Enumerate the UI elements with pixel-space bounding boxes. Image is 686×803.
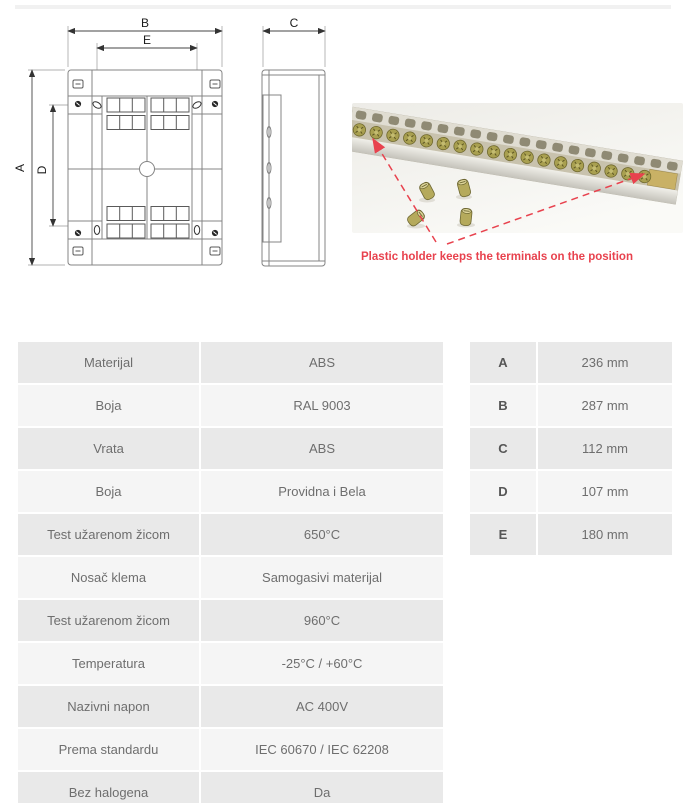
dim-label-a: A — [13, 163, 27, 173]
photo-caption: Plastic holder keeps the terminals on the position — [361, 249, 633, 263]
table-row — [18, 342, 443, 385]
spec-value: 960°C — [201, 600, 443, 643]
spec-label: Boja — [18, 471, 201, 514]
table-row — [18, 385, 443, 428]
dim-label-d: D — [35, 165, 49, 175]
spec-label: Test užarenom žicom — [18, 514, 201, 557]
spec-label: Boja — [18, 385, 201, 428]
dim-key: C — [470, 428, 538, 471]
terminal-strip-photo — [346, 103, 683, 263]
table-row — [18, 600, 443, 643]
spec-label: Temperatura — [18, 643, 201, 686]
spec-value: -25°C / +60°C — [201, 643, 443, 686]
spec-value: IEC 60670 / IEC 62208 — [201, 729, 443, 772]
dim-value: 180 mm — [538, 514, 672, 557]
dimensions-table — [470, 342, 672, 557]
table-row — [470, 471, 672, 514]
spec-value: Samogasivi materijal — [201, 557, 443, 600]
spec-label: Nosač klema — [18, 557, 201, 600]
spec-value: AC 400V — [201, 686, 443, 729]
spec-value: RAL 9003 — [201, 385, 443, 428]
knockout-mark — [210, 247, 220, 255]
dim-label-e: E — [142, 33, 152, 47]
dim-label-b: B — [140, 16, 150, 30]
screw-icon — [75, 230, 81, 236]
table-row — [18, 514, 443, 557]
table-row — [18, 729, 443, 772]
dim-value: 287 mm — [538, 385, 672, 428]
table-row — [18, 557, 443, 600]
spec-label: Nazivni napon — [18, 686, 201, 729]
table-row — [18, 686, 443, 729]
spec-value: Providna i Bela — [201, 471, 443, 514]
spec-label: Bez halogena — [18, 772, 201, 803]
front-view-drawing — [13, 16, 222, 265]
table-row — [18, 428, 443, 471]
table-row — [18, 643, 443, 686]
dim-key: A — [470, 342, 538, 385]
spec-label: Materijal — [18, 342, 201, 385]
table-row — [470, 428, 672, 471]
screw-icon — [212, 101, 218, 107]
spec-label: Test užarenom žicom — [18, 600, 201, 643]
top-section-graphics — [0, 0, 686, 320]
spec-value: Da — [201, 772, 443, 803]
table-row — [470, 385, 672, 428]
spec-value: ABS — [201, 428, 443, 471]
dim-label-c: C — [289, 16, 299, 30]
dim-value: 236 mm — [538, 342, 672, 385]
knockout-mark — [73, 247, 83, 255]
knockout-mark — [210, 80, 220, 88]
dim-key: B — [470, 385, 538, 428]
spec-value: ABS — [201, 342, 443, 385]
dim-key: D — [470, 471, 538, 514]
spec-value: 650°C — [201, 514, 443, 557]
knockout-mark — [73, 80, 83, 88]
screw-icon — [212, 230, 218, 236]
side-view-drawing — [262, 16, 325, 266]
dim-value: 107 mm — [538, 471, 672, 514]
spec-table — [18, 342, 443, 803]
table-row — [470, 342, 672, 385]
dim-key: E — [470, 514, 538, 557]
table-row — [470, 514, 672, 557]
dim-value: 112 mm — [538, 428, 672, 471]
spec-label: Prema standardu — [18, 729, 201, 772]
table-row — [18, 471, 443, 514]
screw-icon — [75, 101, 81, 107]
table-row — [18, 772, 443, 803]
spec-label: Vrata — [18, 428, 201, 471]
